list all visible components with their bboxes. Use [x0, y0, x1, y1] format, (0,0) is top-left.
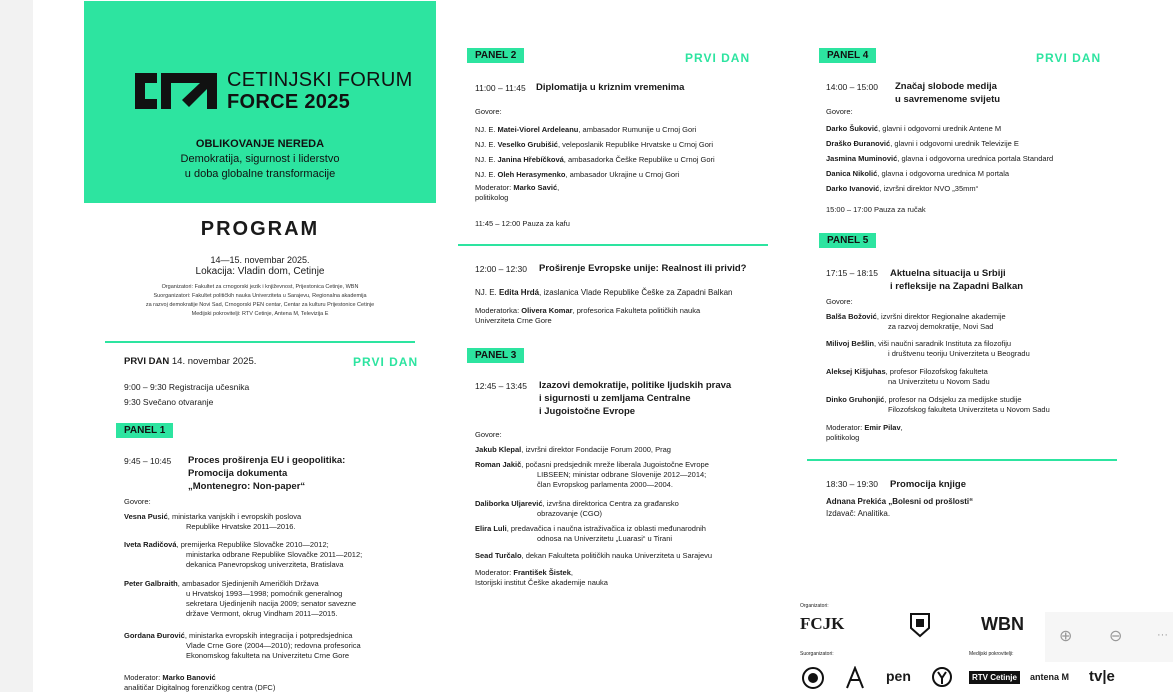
rtv-cetinje-logo: RTV Cetinje	[969, 671, 1020, 684]
speaker-role: , glavni i odgovorni urednik Televizije E	[890, 139, 1019, 148]
speaker-name: Roman Jakič	[475, 460, 522, 469]
book-info	[826, 496, 973, 520]
forum-title	[227, 69, 413, 113]
panel1-speaker-1	[124, 512, 301, 532]
speaker-role-cont: sekretara Ujedinjenih nacija 2009; senator savezne	[186, 599, 357, 608]
panel5-speakers-label: Govore:	[826, 297, 853, 306]
panel2-speakers-label: Govore:	[475, 107, 502, 116]
university-seal-icon	[801, 666, 825, 690]
panel3-speakers-label: Govore:	[475, 430, 502, 439]
honorific: NJ. E.	[475, 155, 498, 164]
cetinje-crest-icon	[909, 612, 931, 638]
panel1-speaker-4	[124, 631, 361, 661]
more-icon[interactable]: ···	[1157, 629, 1168, 641]
speaker-role: , ambasador Rumunije u Crnoj Gori	[578, 125, 697, 134]
speaker-name: Darko Ivanović	[826, 184, 880, 193]
moderator-label: Moderator:	[124, 673, 163, 682]
panel5-time: 17:15 – 18:15	[826, 268, 878, 278]
eu-time: 12:00 – 12:30	[475, 264, 527, 274]
forum-logo-icon	[131, 65, 221, 117]
panel5-moderator: Moderator: Emir Pilav, politikolog	[826, 423, 903, 442]
panel1-title	[188, 454, 345, 493]
org-line3: za razvoj demokratije Novi Sad, Crnogorski PEN centar, Centar za kulturu Prijestonice Cetinje	[145, 302, 375, 308]
speaker-role: , veleposlanik Republike Hrvatske u Crnoj Gori	[557, 140, 714, 149]
honorific: NJ. E.	[475, 288, 500, 297]
lunch-break: 15:00 – 17:00 Pauza za ručak	[826, 205, 926, 214]
panel1-title-3: „Montenegro: Non-paper“	[188, 481, 306, 492]
speaker-role: , ambasadorka Češke Republike u Crnoj Gori	[563, 155, 715, 164]
hero-heading: OBLIKOVANJE NEREDA	[195, 138, 325, 150]
speaker-role: , ministarka vanjskih i evropskih poslova	[167, 512, 302, 521]
org-line2: Suorganizatori: Fakultet političkih nauka Univerziteta u Sarajevu, Regionalna akademija	[153, 293, 367, 299]
moderator-name: Marko Banović	[162, 673, 216, 682]
panel4-tag: PANEL 4	[819, 48, 876, 63]
speaker-role: , počasni predsjednik mreže liberala Jugoistočne Evrope	[521, 460, 709, 469]
panel3-speaker-3	[475, 499, 679, 519]
panel1-title-1: Proces proširenja EU i geopolitika:	[188, 455, 346, 466]
panel5-tag: PANEL 5	[819, 233, 876, 248]
panel1-tag: PANEL 1	[116, 423, 173, 438]
eu-moderator	[475, 306, 700, 326]
tv-e-logo: tv|e	[1089, 668, 1115, 685]
panel1-title-2: Promocija dokumenta	[188, 468, 288, 479]
speaker-name: Matei-Viorel Ardeleanu	[497, 125, 579, 134]
honorific: NJ. E.	[475, 170, 498, 179]
panel5-speaker-1	[826, 312, 1006, 332]
speaker-name: Vesna Pusić	[124, 512, 168, 521]
academy-logo-icon	[845, 666, 865, 690]
speaker-name: Sead Turčalo	[475, 551, 522, 560]
day1-header	[124, 356, 256, 368]
speaker-role: , dekan Fakulteta političkih nauka Univerziteta u Sarajevu	[521, 551, 713, 560]
panel3-title-1: Izazovi demokratije, politike ljudskih prava	[539, 380, 732, 391]
panel3-speaker-2	[475, 460, 709, 490]
schedule-registration: 9:00 – 9:30 Registracija učesnika	[124, 382, 250, 392]
speaker-role-cont: i društvenu teoriju Univerziteta u Beogradu	[888, 349, 1030, 358]
divider	[807, 459, 1117, 461]
hero-subtitle	[84, 137, 436, 182]
moderator-label: Moderator:	[475, 568, 514, 577]
day1-flag: PRVI DAN	[353, 355, 419, 369]
speaker-role: , glavna i odgovorna urednica portala Standard	[897, 154, 1054, 163]
panel3-moderator: Moderator: František Šistek, Istorijski institut Češke akademije nauka	[475, 568, 608, 587]
panel2-time: 11:00 – 11:45	[475, 83, 526, 93]
pen-logo: pen	[886, 668, 911, 684]
speaker-role: , izvršni direktor Fondacije Forum 2000, Prag	[521, 445, 671, 454]
panel2-speakers	[475, 122, 715, 182]
divider	[458, 244, 768, 246]
speaker-role-cont: LIBSEEN; ministar odbrane Slovenije 2012—2014;	[537, 470, 707, 479]
speaker-role-cont: član Evropskog parlamenta 2000—2004.	[537, 480, 673, 489]
panel2-flag: PRVI DAN	[685, 51, 751, 65]
hero-banner	[84, 1, 436, 203]
panel3-speaker-4	[475, 524, 706, 544]
panel4-title	[895, 80, 1000, 106]
zoom-toolbar	[1045, 612, 1173, 662]
speaker-role-cont: Vlade Crne Gore (2004—2010); redovna profesorica	[186, 641, 361, 650]
panel5-speaker-4	[826, 395, 1050, 415]
speaker-name: Aleksej Kišjuhas	[826, 367, 886, 376]
speaker-name: Oleh Herasymenko	[497, 170, 566, 179]
organizers	[84, 283, 436, 319]
antena-m-logo: antena M	[1030, 672, 1070, 682]
speaker-role-cont: na Univerzitetu u Novom Sadu	[888, 377, 990, 386]
eu-title: Proširenje Evropske unije: Realnost ili privid?	[539, 263, 747, 274]
day1-label: PRVI DAN	[124, 356, 170, 367]
moderator-role-cont: Univerziteta Crne Gore	[475, 316, 552, 325]
org-line4: Medijski pokrovitelji: RTV Cetinje, Antena M, Televizija E	[191, 311, 329, 317]
panel2-tag: PANEL 2	[467, 48, 524, 63]
coffee-break: 11:45 – 12:00 Pauza za kafu	[475, 219, 570, 228]
speaker-role: , ambasador Ukrajine u Crnoj Gori	[565, 170, 680, 179]
speaker-name: Darko Šuković	[826, 124, 879, 133]
book-title: Promocija knjige	[890, 479, 967, 490]
speaker-role-cont: Republike Hrvatske 2011—2016.	[186, 522, 296, 531]
title-line1: CETINJSKI FORUM	[227, 69, 413, 91]
speaker-name: Milivoj Bešlin	[826, 339, 874, 348]
speaker-role: , premijerka Republike Slovačke 2010—2012;	[176, 540, 329, 549]
speaker-role: , glavna i odgovorna urednica M portala	[877, 169, 1010, 178]
panel4-flag: PRVI DAN	[1036, 51, 1102, 65]
book-publisher: Izdavač: Analitika.	[826, 509, 891, 518]
speaker-name: Jakub Klepal	[475, 445, 522, 454]
zoom-out-icon[interactable]: ⊖	[1109, 628, 1123, 645]
moderator-role: politikolog	[475, 193, 509, 202]
speaker-name: Veselko Grubišić	[497, 140, 558, 149]
moderator-role: politikolog	[826, 433, 860, 442]
panel1-time: 9:45 – 10:45	[124, 456, 172, 466]
speaker-role-cont: Ekonomskog fakulteta na Univerzitetu Crne Gore	[186, 651, 349, 660]
media-sponsors-label: Medijski pokrovitelji:	[969, 651, 1014, 657]
eu-speaker	[475, 288, 732, 298]
speaker-name: Janina Hřebíčková	[497, 155, 564, 164]
moderator-role: Istorijski institut Češke akademije nauka	[475, 578, 608, 587]
panel5-title-2: i refleksije na Zapadni Balkan	[890, 281, 1024, 292]
coorganizers-label: Suorganizatori:	[800, 651, 834, 657]
moderator-name: Emir Pilav	[864, 423, 901, 432]
speaker-name: Danica Nikolić	[826, 169, 878, 178]
speaker-role: , izvršna direktorica Centra za građansko	[542, 499, 679, 508]
divider	[105, 341, 415, 343]
speaker-name: Draško Đuranović	[826, 139, 891, 148]
panel5-speaker-3	[826, 367, 990, 387]
program-title: PROGRAM	[200, 218, 320, 240]
speaker-role: , izvršni direktor NVO „35mm“	[879, 184, 979, 193]
speaker-name: Iveta Radičová	[124, 540, 177, 549]
panel4-time: 14:00 – 15:00	[826, 82, 878, 92]
document-page	[33, 0, 1173, 692]
moderator-label: Moderator:	[826, 423, 865, 432]
panel2-moderator: Moderator: Marko Savić, politikolog	[475, 183, 560, 202]
panel3-title	[539, 379, 731, 418]
location: Lokacija: Vladin dom, Cetinje	[195, 266, 325, 277]
speaker-role-cont: Filozofskog fakulteta Univerziteta u Novom Sadu	[888, 405, 1050, 414]
panel3-speaker-5	[475, 551, 712, 561]
speaker-name: Gordana Đurović	[124, 631, 185, 640]
day1-date: 14. novembar 2025.	[171, 356, 257, 367]
panel4-title-1: Značaj slobode medija	[895, 81, 997, 92]
speaker-role-cont: u Hrvatskoj 1993—1998; pomoćnik generalnog	[186, 589, 343, 598]
speaker-name: Peter Galbraith	[124, 579, 178, 588]
panel4-title-2: u savremenome svijetu	[895, 94, 1001, 105]
fcjk-logo: FCJK	[800, 614, 845, 633]
zoom-in-icon[interactable]: ⊕	[1059, 628, 1073, 645]
panel3-title-3: i Jugoistočne Evrope	[539, 406, 636, 417]
org-line1: Organizatori: Fakultet za crnogorski jezik i književnost, Prijestonica Cetinje, WBN	[161, 284, 359, 290]
title-line2: FORCE 2025	[227, 91, 351, 113]
wbn-logo: WBN	[981, 614, 1024, 634]
speaker-role: , predavačica i naučna istraživačica iz oblasti međunarodnih	[506, 524, 706, 533]
book-author: Adnana Prekića	[826, 497, 887, 506]
panel1-speaker-3	[124, 579, 356, 619]
moderator-role: , profesorica Fakulteta političkih nauka	[572, 306, 701, 315]
panel5-title	[890, 267, 1023, 293]
schedule-opening: 9:30 Svečano otvaranje	[124, 397, 214, 407]
speaker-role: , viši naučni saradnik Instituta za filozofiju	[873, 339, 1012, 348]
panel1-moderator	[124, 673, 275, 692]
panel3-time: 12:45 – 13:45	[475, 381, 527, 391]
speaker-role-cont: obrazovanje (CGO)	[537, 509, 603, 518]
culture-center-icon	[931, 666, 953, 690]
panel3-title-2: i sigurnosti u zemljama Centralne	[539, 393, 691, 404]
speaker-name: Elira Luli	[475, 524, 507, 533]
speaker-role: , glavni i odgovorni urednik Antene M	[878, 124, 1002, 133]
moderator-role: analitičar Digitalnog forenzičkog centra (DFC)	[124, 683, 276, 692]
moderator-name: Olivera Komar	[521, 306, 573, 315]
moderator-name: Marko Savić	[513, 183, 558, 192]
speaker-name: Dinko Gruhonjić	[826, 395, 885, 404]
honorific: NJ. E.	[475, 125, 498, 134]
moderator-label: Moderatorka:	[475, 306, 522, 315]
speaker-role-cont: ministarka odbrane Republike Slovačke 2011—2012;	[186, 550, 363, 559]
speaker-role: , izaslanica Vlade Republike Češke za Zapadni Balkan	[539, 288, 733, 297]
panel5-speaker-2	[826, 339, 1030, 359]
moderator-label: Moderator:	[475, 183, 514, 192]
speaker-role: , ambasador Sjedinjenih Američkih Država	[177, 579, 319, 588]
speaker-role: , profesor Filozofskog fakulteta	[885, 367, 988, 376]
speaker-name: Daliborka Uljarević	[475, 499, 543, 508]
speaker-role-cont: države Vermont, okrug Vindham 2011—2015.	[186, 609, 338, 618]
speaker-role-cont: odnosa na Univerzitetu „Luarasi“ u Tirani	[537, 534, 673, 543]
speaker-role: , profesor na Odsjeku za medijske studije	[884, 395, 1022, 404]
speaker-role-cont: dekanica Panevropskog univerziteta, Bratislava	[186, 560, 344, 569]
book-name: „Bolesni od prošlosti“	[886, 497, 974, 506]
dates: 14—15. novembar 2025.	[210, 255, 310, 265]
speaker-role: , izvršni direktor Regionalne akademije	[876, 312, 1006, 321]
honorific: NJ. E.	[475, 140, 498, 149]
organizers-label: Organizatori:	[800, 603, 829, 609]
panel2-title: Diplomatija u kriznim vremenima	[536, 82, 685, 93]
speaker-role-cont: za razvoj demokratije, Novi Sad	[888, 322, 994, 331]
speaker-name: Jasmina Muminović	[826, 154, 898, 163]
speaker-role: , ministarka evropskih integracija i potpredsjednica	[184, 631, 353, 640]
panel4-speakers-label: Govore:	[826, 107, 853, 116]
panel1-speakers-label: Govore:	[124, 497, 151, 506]
hero-sub1: Demokratija, sigurnost i liderstvo	[180, 153, 340, 165]
speaker-name: Edita Hrdá	[499, 288, 540, 297]
book-time: 18:30 – 19:30	[826, 479, 878, 489]
speaker-name: Balša Božović	[826, 312, 877, 321]
panel1-speaker-2	[124, 540, 362, 570]
panel3-speaker-1	[475, 445, 671, 455]
panel3-tag: PANEL 3	[467, 348, 524, 363]
panel4-speakers	[826, 121, 1053, 196]
hero-sub2: u doba globalne transformacije	[184, 168, 336, 180]
program-dates	[84, 254, 436, 278]
panel5-title-1: Aktuelna situacija u Srbiji	[890, 268, 1006, 279]
moderator-name: František Šistek	[513, 568, 571, 577]
